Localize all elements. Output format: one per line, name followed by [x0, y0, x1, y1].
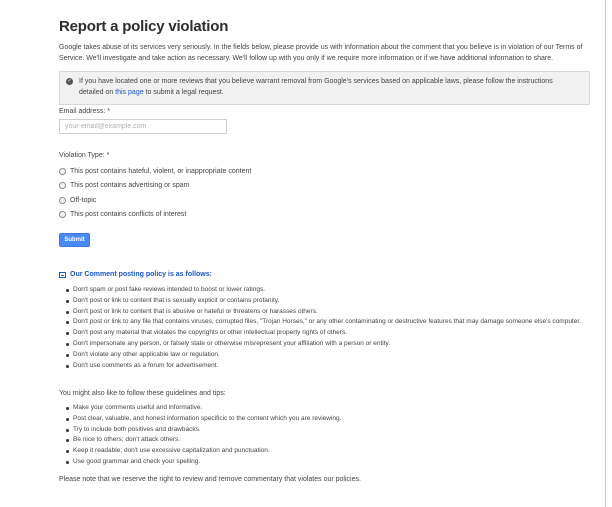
violation-option-label: Off-topic — [70, 196, 97, 204]
guidelines-list — [66, 403, 586, 468]
list-item: Don't violate any other applicable law or regulation. — [66, 350, 586, 361]
list-item: Don't use comments as a forum for advertisement. — [66, 361, 586, 372]
list-item: Keep it readable; don't use excessive capitalization and punctuation. — [66, 446, 586, 457]
violation-option-conflict[interactable] — [59, 209, 186, 219]
violation-option-label: This post contains conflicts of interest — [70, 210, 187, 218]
list-item: Use good grammar and check your spelling. — [66, 457, 586, 468]
legal-notice-text — [79, 76, 579, 98]
violation-option-spam[interactable] — [59, 180, 189, 190]
radio-button[interactable] — [59, 182, 66, 189]
radio-button[interactable] — [59, 197, 66, 204]
list-item: Make your comments useful and informative. — [66, 403, 586, 414]
list-item: Don't impersonate any person, or falsely state or otherwise misrepresent your affiliation with a person or entity. — [66, 339, 586, 350]
violation-option-label: This post contains hateful, violent, or inappropriate content — [70, 167, 252, 175]
check-circle-icon: ✓ — [67, 78, 72, 84]
radio-button[interactable] — [59, 168, 66, 175]
radio-button[interactable] — [59, 211, 66, 218]
this-page-link[interactable]: this page — [115, 89, 144, 96]
legal-notice-text-after: to submit a legal request. — [143, 89, 224, 96]
list-item: Don't post or link to content that is sexually explicit or contains profanity. — [66, 296, 586, 307]
list-item: Post clear, valuable, and honest information specificic to the content which you are reviewing. — [66, 414, 586, 425]
legal-notice-text-before: If you have located one or more reviews that you believe warrant removal from Google's services based on applicable laws, please follow the instructions detailed on — [79, 78, 553, 96]
guidelines-intro: You might also like to follow these guidelines and tips: — [59, 390, 226, 397]
list-item: Try to include both positives and drawbacks. — [66, 425, 586, 436]
policy-rules-list — [66, 285, 586, 371]
email-input[interactable] — [59, 119, 227, 134]
email-label: Email address: * — [59, 108, 110, 115]
closing-note: Please note that we reserve the right to review and remove commentary that violates our policies. — [59, 476, 361, 483]
intro-text: Google takes abuse of its services very seriously. In the fields below, please provide us with information about the comment that you believe is in violation of our Terms of Service. We'll investigate and take action as necessary. We'll follow up with you only if we require more information or if we have additional information to share. — [59, 44, 583, 62]
violation-option-label: This post contains advertising or spam — [70, 181, 190, 189]
policy-heading[interactable] — [59, 271, 212, 278]
submit-button[interactable]: Submit — [59, 233, 90, 247]
legal-notice-box — [59, 71, 590, 105]
policy-heading-text: Our Comment posting policy is as follows: — [70, 271, 212, 278]
collapse-icon[interactable] — [59, 272, 66, 278]
list-item: Don't post or link to any file that contains viruses, corrupted files, "Trojan Horses," or any other contaminating or destructive features that may damage someone else's computer. — [66, 317, 586, 328]
violation-type-label: Violation Type: * — [59, 152, 110, 159]
list-item: Be nice to others; don't attack others. — [66, 435, 586, 446]
list-item: Don't post any material that violates the copyrights or other intellectual property rights of others. — [66, 328, 586, 339]
violation-option-off-topic[interactable] — [59, 195, 96, 205]
list-item: Don't post or link to content that is abusive or hateful or threatens or harasses others. — [66, 307, 586, 318]
page-title: Report a policy violation — [59, 18, 229, 35]
violation-option-hateful[interactable] — [59, 166, 251, 176]
list-item: Don't spam or post fake reviews intended to boost or lower ratings. — [66, 285, 586, 296]
